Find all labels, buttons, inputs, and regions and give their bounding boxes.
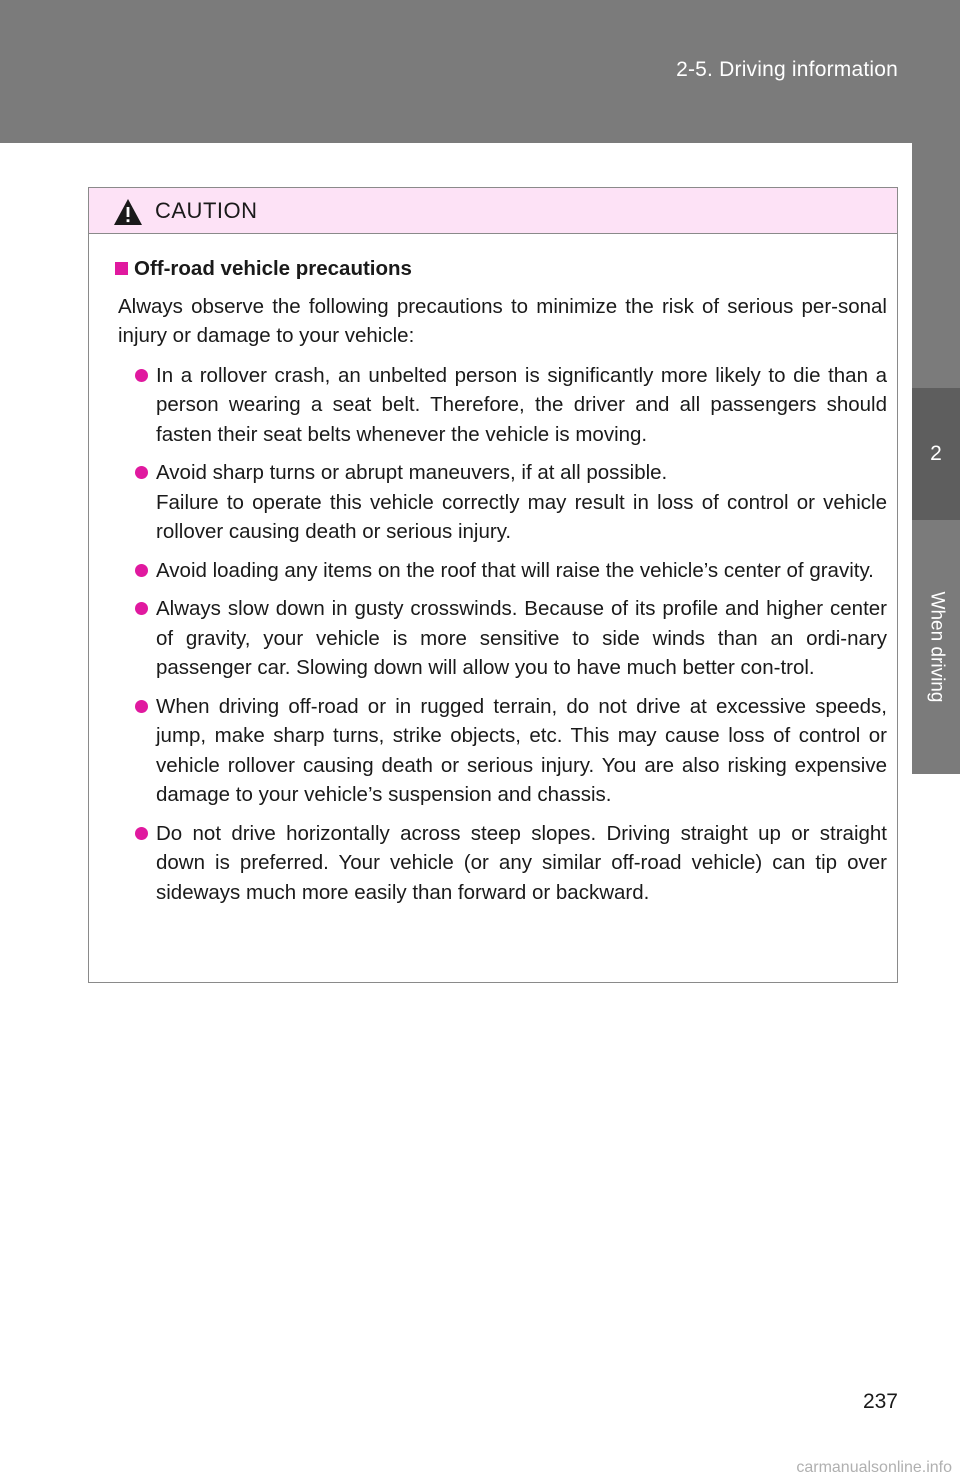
side-tab-upper (912, 143, 960, 388)
watermark: carmanualsonline.info (796, 1459, 952, 1476)
list-item (115, 819, 887, 908)
bullet-dot-icon (135, 369, 148, 382)
list-item (115, 594, 887, 683)
chapter-number-tab: 2 (912, 388, 960, 520)
bullet-text: Avoid sharp turns or abrupt maneuvers, if at all possible. (156, 461, 668, 484)
list-item (115, 458, 887, 547)
page-number: 237 (862, 1390, 898, 1413)
bullet-dot-icon (135, 564, 148, 577)
section-heading (115, 254, 887, 284)
list-item (115, 361, 887, 450)
intro-paragraph: Always observe the following precautions to minimize the risk of serious per-sonal injury or damage to your vehicle: (118, 294, 887, 347)
bullet-text: Do not drive horizontally across steep slopes. Driving straight up or straight down is preferred. Your vehicle (or any similar off-road vehicle) can tip over sideways much more easily than forward or backward. (156, 821, 887, 904)
bullet-text: Avoid loading any items on the roof that will raise the vehicle’s center of gravity. (156, 558, 874, 582)
bullet-dot-icon (135, 827, 148, 840)
chapter-label: When driving (926, 591, 948, 703)
chapter-label-tab (912, 520, 960, 774)
bullet-text: In a rollover crash, an unbelted person is significantly more likely to die than a person wearing a seat belt. Therefore, the driver and all passengers should fasten their seat belts whenever the vehicle is moving. (156, 363, 887, 446)
bullet-dot-icon (135, 466, 148, 479)
caution-box (88, 187, 898, 983)
section-title: 2-5. Driving information (676, 58, 898, 81)
bullet-dot-icon (135, 602, 148, 615)
bullet-text: When driving off-road or in rugged terrain, do not drive at excessive speeds, jump, make sharp turns, strike objects, etc. This may cause loss of control or vehicle rollover causing death or serious injury. You are also risking expensive damage to your vehicle’s suspension and chassis. (156, 694, 887, 806)
section-heading-text: Off-road vehicle precautions (134, 257, 412, 280)
list-item (115, 556, 887, 586)
warning-triangle-icon (113, 198, 143, 226)
list-item (115, 692, 887, 810)
caution-header (89, 188, 897, 234)
bullet-text: Failure to operate this vehicle correctly may result in loss of control or vehicle rollover causing death or serious injury. (156, 490, 887, 543)
caution-body (89, 234, 897, 907)
square-bullet-icon (115, 262, 128, 275)
caution-title: CAUTION (155, 197, 258, 223)
bullet-text: Always slow down in gusty crosswinds. Because of its profile and higher center of gravity, your vehicle is more sensitive to side winds than an ordi-nary passenger car. Slowing down will allow you to have much better con-trol. (156, 597, 887, 679)
bullet-dot-icon (135, 700, 148, 713)
